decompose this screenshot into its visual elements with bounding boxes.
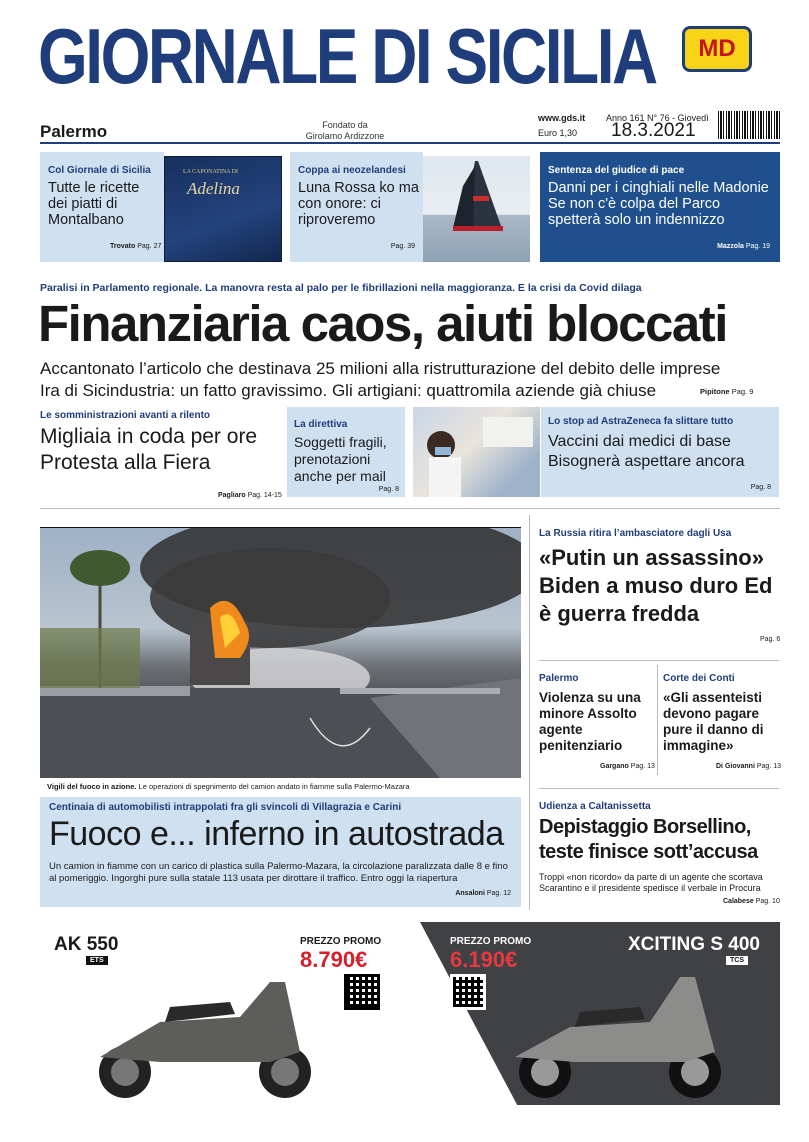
putin-kicker: La Russia ritira l’ambasciatore dagli Usa <box>539 528 732 539</box>
teaser-byline: Mazzola Pag. 19 <box>717 243 770 250</box>
sailboat-icon <box>423 156 530 262</box>
borsellino-byline: Calabese Pag. 10 <box>723 898 780 905</box>
palermo-byline: Gargano Pag. 13 <box>600 763 655 770</box>
borsellino-kicker: Udienza a Caltanissetta <box>539 801 651 812</box>
astrazeneca-kicker: Lo stop ad AstraZeneca fa slittare tutto <box>548 416 734 427</box>
truck-fire-photo <box>40 528 521 778</box>
astrazeneca-box[interactable] <box>541 407 779 497</box>
vaccine-queue-headline[interactable]: Migliaia in coda per ore Protesta alla Fiera <box>40 425 258 474</box>
teaser-byline: Trovato Pag. 27 <box>110 243 162 250</box>
teaser-text: Tutte le ricette dei piatti di Montalbano <box>48 180 140 228</box>
teaser-kicker: Sentenza del giudice di pace <box>548 165 685 176</box>
ad-model-ak550: AK 550 <box>54 934 119 955</box>
section-divider <box>40 508 780 509</box>
barcode <box>718 111 782 139</box>
ad-price-1: 8.790€ <box>300 947 368 972</box>
edition-city: Palermo <box>40 122 108 141</box>
ad-model-xciting: XCITING S 400 <box>628 934 760 955</box>
photo-caption: Vigili del fuoco in azione. Le operazioni di spegnimento del camion andato in fiamme sulla Palermo-Mazara <box>47 782 410 791</box>
main-headline[interactable]: Finanziaria caos, aiuti bloccati <box>38 295 727 352</box>
right-divider-2 <box>539 788 779 789</box>
main-subheadline <box>40 358 780 402</box>
nurse-illustration-icon <box>413 407 540 497</box>
palermo-headline[interactable]: Violenza su una minore Assolto agente penitenziario <box>539 690 641 753</box>
issue-number: Anno 161 N° 76 - Giovedì <box>606 113 709 123</box>
newspaper-title: GIORNALE DI SICILIA <box>38 12 656 100</box>
main-sub-line1: Accantonato l’articolo che destinava 25 milioni alla ristrutturazione del debito delle imprese <box>40 359 721 378</box>
sailboat-image <box>423 156 530 262</box>
direttiva-headline: Soggetti fragili, prenotazioni anche per mail <box>294 434 387 484</box>
putin-headline[interactable]: «Putin un assassino» Biden a muso duro Ed è guerra fredda <box>539 545 773 626</box>
autostrada-kicker: Centinaia di automobilisti intrappolati fra gli svincoli di Villagrazia e Carini <box>49 802 402 813</box>
astrazeneca-headline: Vaccini dai medici di base Bisognerà aspettare ancora <box>548 433 745 470</box>
masthead-divider <box>40 142 780 144</box>
ad-promo-label-2: PREZZO PROMO <box>450 936 532 947</box>
teaser-ricette[interactable] <box>40 152 164 262</box>
autostrada-summary: Un camion in fiamme con un carico di plastica sulla Palermo-Mazara, la circolazione paralizzata dalle 8 e fino al pomeriggio. Ingorghi pure sulla statale 113 usata per dirottare il traffico. Entro oggi la riapertura <box>49 861 508 884</box>
ad-tag-ets: ETS <box>86 956 108 965</box>
borsellino-headline[interactable]: Depistaggio Borsellino, teste finisce sott’accusa <box>539 816 758 863</box>
main-kicker: Paralisi in Parlamento regionale. La manovra resta al palo per le fibrillazioni nella maggioranza. E la crisi da Covid dilaga <box>40 282 642 294</box>
md-logo <box>682 26 752 72</box>
teaser-text: Luna Rossa ko ma con onore: ci riproveremo <box>298 180 419 228</box>
website: www.gds.it <box>538 113 586 123</box>
main-sub-line2: Ira di Sicindustria: un fatto gravissimo. Gli artigiani: quattromila aziende già chiuse <box>40 381 657 400</box>
teaser-luna-rossa[interactable] <box>290 152 423 262</box>
teaser-cinghiali[interactable] <box>540 152 780 262</box>
main-byline: Pipitone Pag. 9 <box>700 387 754 396</box>
founder-line2: Girolamo Ardizzone <box>305 131 385 141</box>
autostrada-byline: Ansaloni Pag. 12 <box>455 890 511 897</box>
teaser-text: Danni per i cinghiali nelle Madonie Se non c'è colpa del Parco spetterà solo un indennizzo <box>548 180 769 228</box>
md-logo-text: MD <box>698 35 736 62</box>
founder-note <box>300 120 390 142</box>
vaccine-queue-byline: Pagliaro Pag. 14-15 <box>218 492 282 499</box>
issue-date: 18.3.2021 <box>611 120 696 141</box>
astrazeneca-page: Pag. 8 <box>750 484 771 491</box>
corte-headline[interactable]: «Gli assenteisti devono pagare pure il danno di immagine» <box>663 690 764 753</box>
direttiva-kicker: La direttiva <box>294 419 348 430</box>
ad-promo-label-1: PREZZO PROMO <box>300 936 382 947</box>
kymco-logo: ⊂⊃ KYMCO <box>358 1062 436 1077</box>
qr-code-icon <box>344 974 380 1010</box>
ad-tag-tcs: TCS <box>726 956 748 965</box>
book-cover-image <box>164 156 282 262</box>
book-title: Adelina <box>187 179 240 198</box>
borsellino-summary: Troppi «non ricordo» da parte di un agente che scortava Scarantino e il presidente spedisce il verbale in Procura <box>539 872 763 893</box>
column-divider <box>529 515 530 910</box>
scooter-ak550-icon <box>70 962 330 1102</box>
founder-line1: Fondato da <box>322 120 368 130</box>
corte-kicker: Corte dei Conti <box>663 673 735 684</box>
vaccine-queue-kicker: Le somministrazioni avanti a rilento <box>40 410 211 421</box>
teaser-kicker: Col Giornale di Sicilia <box>48 165 151 176</box>
teaser-kicker: Coppa ai neozelandesi <box>298 165 406 176</box>
palermo-kicker: Palermo <box>539 673 579 684</box>
right-divider-1 <box>539 660 779 661</box>
autostrada-headline: Fuoco e... inferno in autostrada <box>49 815 504 853</box>
direttiva-page: Pag. 8 <box>378 486 399 493</box>
corte-byline: Di Giovanni Pag. 13 <box>716 763 781 770</box>
qr-code-icon <box>450 974 486 1010</box>
right-column-divider <box>657 665 658 775</box>
price: Euro 1,30 <box>538 128 578 138</box>
vaccine-nurse-image <box>413 407 540 497</box>
autostrada-story[interactable] <box>40 797 521 907</box>
putin-page: Pag. 6 <box>760 636 781 643</box>
truck-fire-illustration-icon <box>40 528 521 778</box>
ad-price-2: 6.190€ <box>450 947 518 972</box>
masthead <box>38 12 656 100</box>
scooter-xciting-icon <box>490 962 740 1102</box>
book-subtitle: LA CAPONATINA DI <box>183 169 239 175</box>
direttiva-box[interactable] <box>287 407 405 497</box>
teaser-page: Pag. 39 <box>390 243 415 250</box>
kymco-advertisement[interactable] <box>40 922 780 1105</box>
